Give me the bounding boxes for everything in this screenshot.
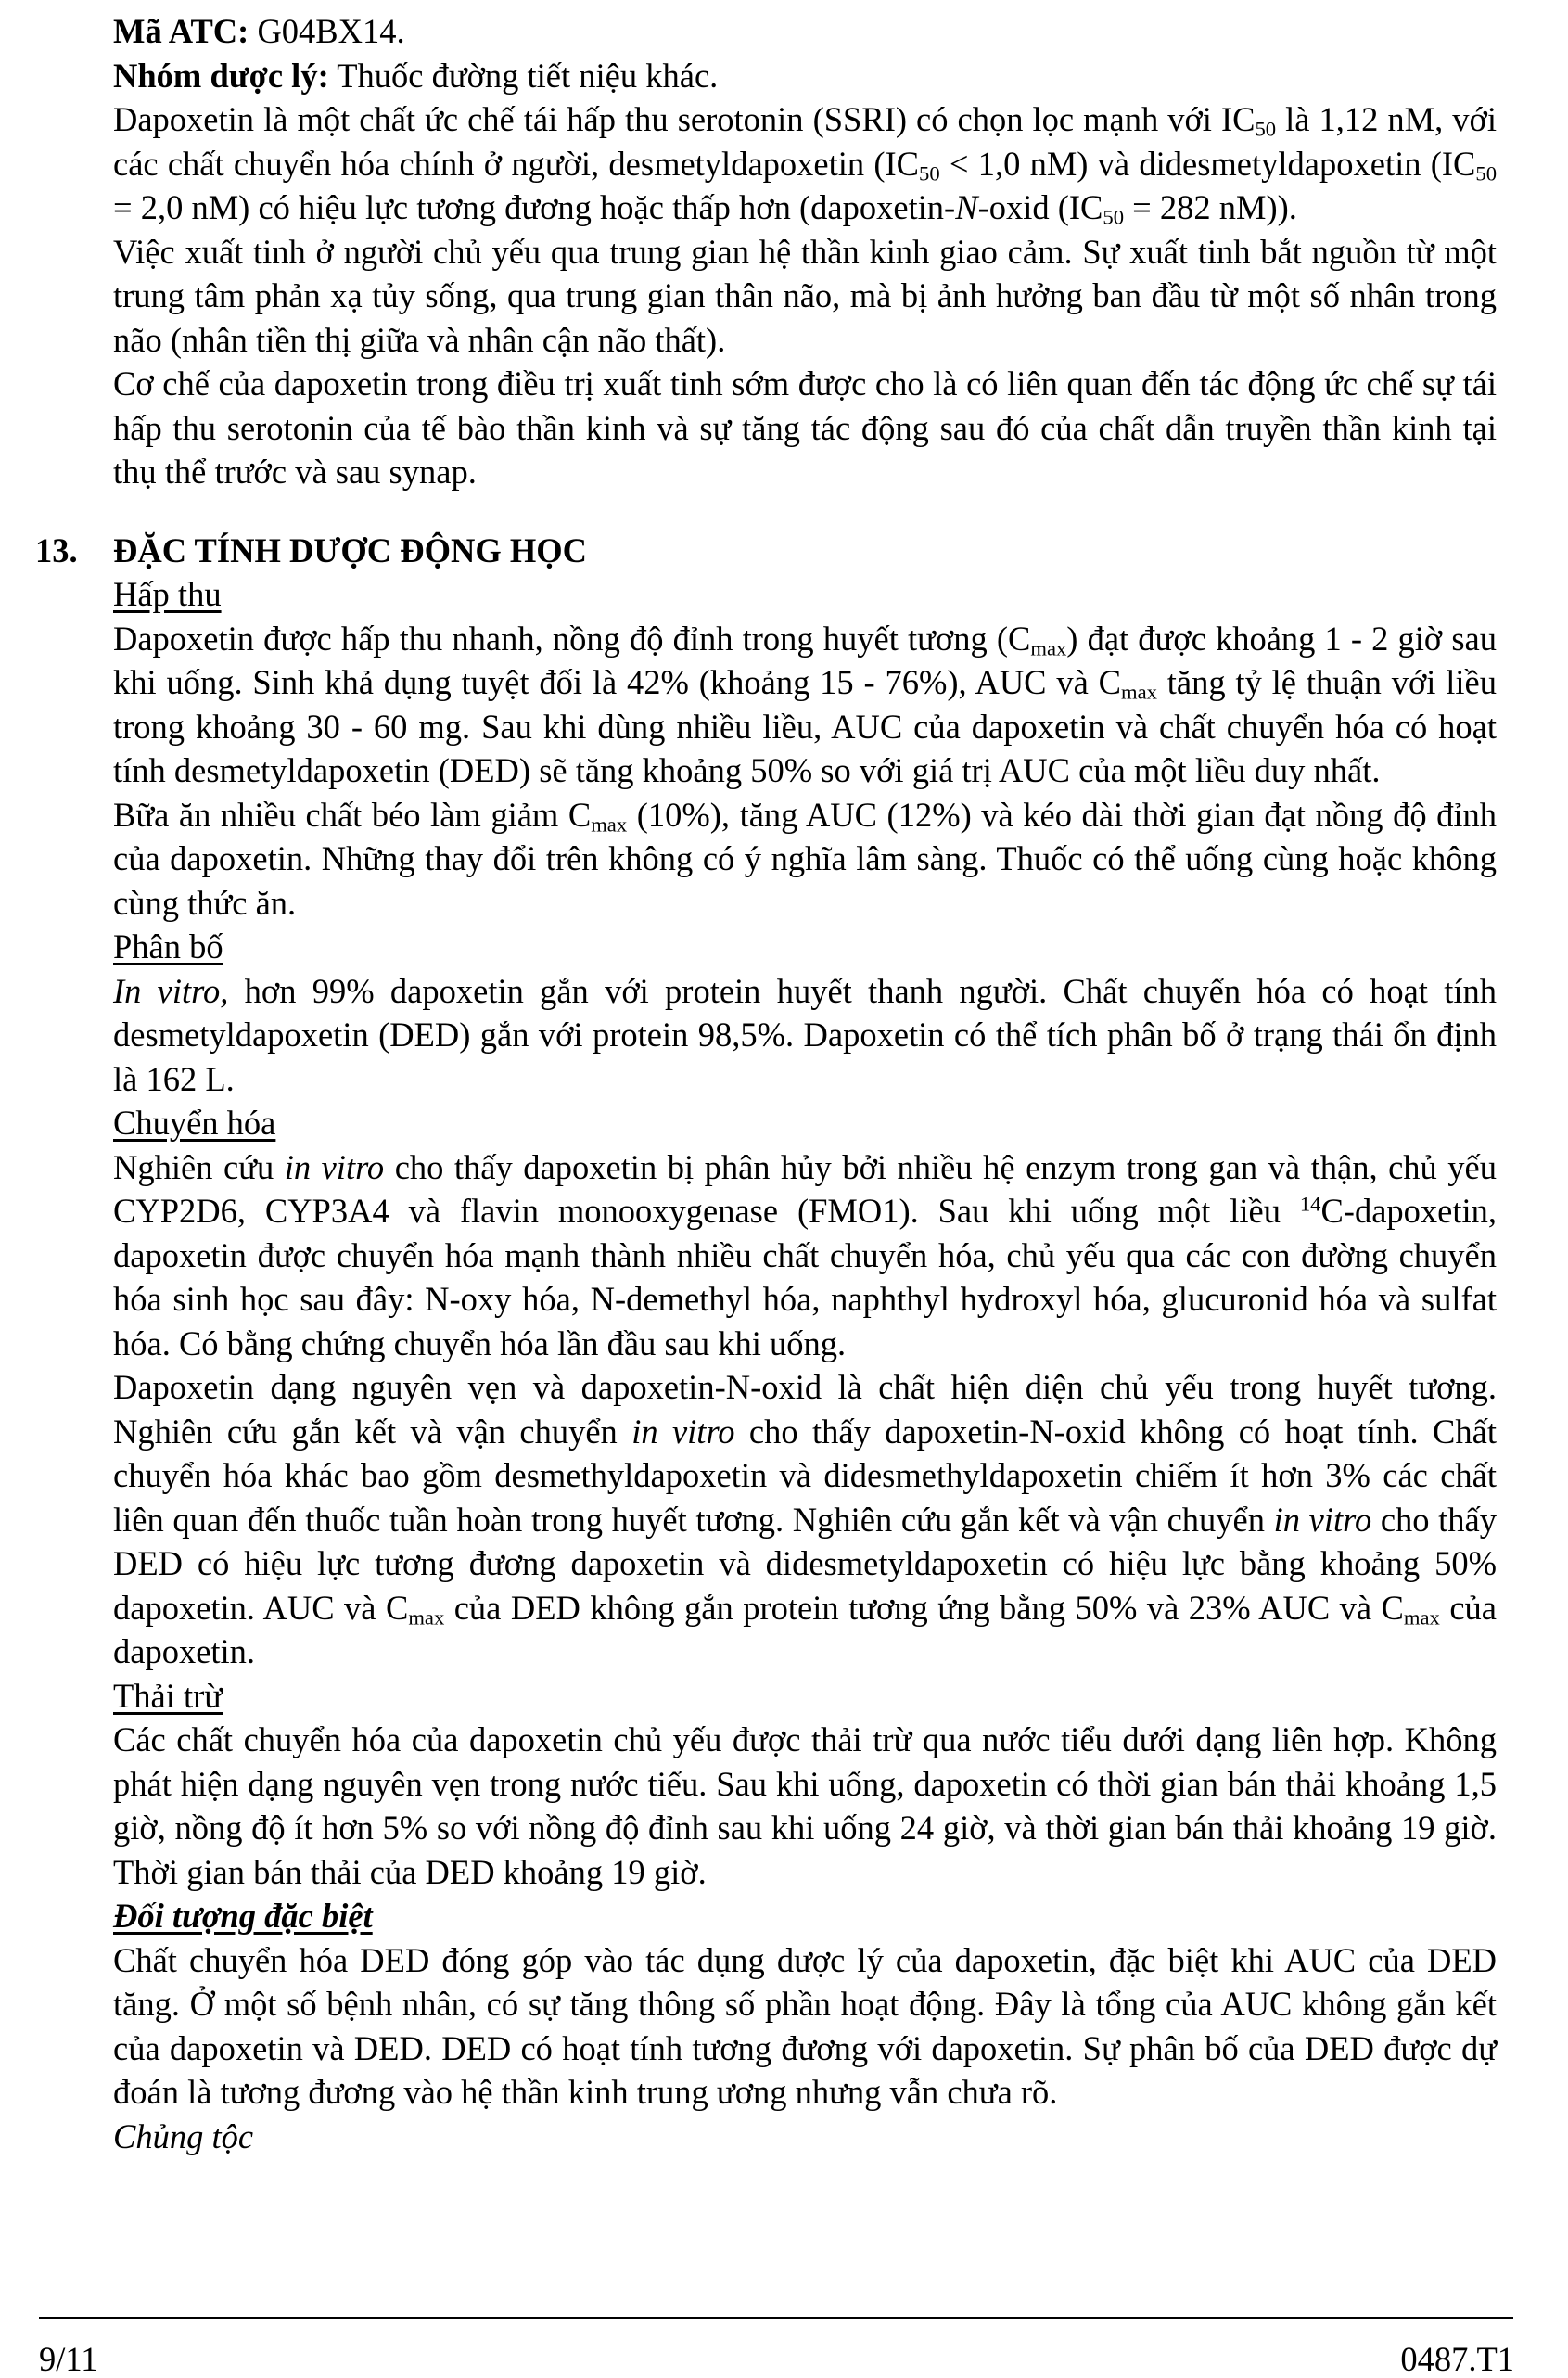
text-run: = 2,0 nM) có hiệu lực tương đương hoặc thấp hơn (dapoxetin- (113, 188, 956, 226)
mechanism-paragraph-3: Cơ chế của dapoxetin trong điều trị xuất tinh sớm được cho là có liên quan đến tác động ức chế sự tái hấp thu serotonin của tế bào thần kinh và sự tăng tác động sau đó của chất dẫn truyền thần kinh tại thụ thể trước và sau synap. (113, 364, 1497, 491)
text-run: hơn 99% dapoxetin gắn với protein huyết thanh người. Chất chuyển hóa có hoạt tính desmetyldapoxetin (DED) gắn với protein 98,5%. Dapoxetin có thể tích phân bố ở trạng thái ổn định là 162 L. (113, 971, 1497, 1098)
group-label: Nhóm dược lý: (113, 56, 329, 95)
italic-run: In vitro, (113, 971, 229, 1010)
subheading-text: Phân bố (113, 927, 223, 965)
text-run: cho thấy dapoxetin-N-oxid không có hoạt tính. Chất chuyển hóa khác bao gồm desmethyldapoxetin và didesmethyldapoxetin chiếm ít hơn 3% các chất liên quan đến thuốc tuần hoàn trong huyết tương. Nghiên cứu gắn kết và vận chuyển (113, 1412, 1497, 1539)
text-run: tăng tỷ lệ thuận với liều trong khoảng 30 - 60 mg. Sau khi dùng nhiều liều, AUC của dapoxetin và chất chuyển hóa có hoạt tính desmetyldapoxetin (DED) sẽ tăng khoảng 50% so với giá trị AUC của một liều duy nhất. (113, 663, 1497, 789)
section-heading (35, 529, 1497, 573)
metabolism-paragraph-1 (113, 1145, 1497, 1366)
pharmacologic-group-line (113, 54, 1497, 98)
italic-run: in vitro (1273, 1500, 1372, 1539)
subscript: 50 (1103, 205, 1125, 229)
distribution-paragraph (113, 969, 1497, 1102)
text-run: cho thấy dapoxetin bị phân hủy bởi nhiều hệ enzym trong gan và thận, chủ yếu CYP2D6, CYP3A4 và flavin monooxygenase (FMO1). Sau khi uống một liều (113, 1147, 1497, 1230)
text-run: ) đạt được khoảng 1 - 2 giờ sau khi uống. Sinh khả dụng tuyệt đối là 42% (khoảng 15 - 76%), AUC và C (113, 619, 1498, 701)
distribution-heading (113, 925, 1497, 969)
text-run: của DED không gắn protein tương ứng bằng 50% và 23% AUC và C (444, 1588, 1404, 1627)
atc-label: Mã ATC: (113, 12, 249, 50)
superscript: 14 (1299, 1192, 1321, 1216)
text-run: Bữa ăn nhiều chất béo làm giảm C (113, 795, 592, 834)
text-run: Dapoxetin là một chất ức chế tái hấp thu serotonin (SSRI) có chọn lọc mạnh với IC (113, 100, 1256, 138)
italic-run: in vitro (284, 1147, 385, 1186)
italic-run: in vitro (631, 1412, 735, 1451)
atc-value: G04BX14. (249, 12, 405, 50)
atc-code-line (113, 9, 1497, 54)
mechanism-paragraph-1 (113, 97, 1497, 230)
subscript: max (1030, 636, 1067, 660)
text-run: Dapoxetin dạng nguyên vẹn và dapoxetin-N-oxid là chất hiện diện chủ yếu trong huyết tương. Nghiên cứu gắn kết và vận chuyển (113, 1368, 1497, 1451)
text-run: (10%), tăng AUC (12%) và kéo dài thời gian đạt nồng độ đỉnh của dapoxetin. Những thay đổi trên không có ý nghĩa lâm sàng. Thuốc có thể uống cùng hoặc không cùng thức ăn. (113, 795, 1498, 922)
page-body (35, 9, 1498, 2158)
absorption-paragraph-2 (113, 793, 1497, 926)
text-run: Nghiên cứu (113, 1147, 285, 1186)
text-run: của dapoxetin. (113, 1588, 1497, 1670)
subscript: max (408, 1605, 445, 1630)
footer-divider (39, 2317, 1513, 2319)
elimination-heading (113, 1674, 1497, 1719)
text-run: -oxid (IC (977, 188, 1103, 226)
subscript: 50 (919, 161, 940, 185)
page-number: 9/11 (39, 2340, 98, 2378)
document-code: 0487.T1 (1400, 2340, 1514, 2378)
elimination-paragraph: Các chất chuyển hóa của dapoxetin chủ yếu được thải trừ qua nước tiểu dưới dạng liên hợp. Không phát hiện dạng nguyên vẹn trong nước tiểu. Sau khi uống, dapoxetin có thời gian bán thải khoảng 1,5 giờ, nồng độ ít hơn 5% so với nồng độ đỉnh sau khi uống 24 giờ, và thời gian bán thải khoảng 19 giờ. Thời gian bán thải của DED khoảng 19 giờ. (113, 1720, 1497, 1891)
subscript: max (1120, 680, 1157, 704)
text-run: Dapoxetin được hấp thu nhanh, nồng độ đỉnh trong huyết tương (C (113, 619, 1031, 658)
metabolism-paragraph-2 (113, 1365, 1497, 1674)
text-run: C-dapoxetin, dapoxetin được chuyển hóa mạnh thành nhiều chất chuyển hóa, chủ yếu qua các con đường chuyển hóa sinh học sau đây: N-oxy hóa, N-demethyl hóa, naphthyl hydroxyl hóa, glucuronid hóa và sulfat hóa. Có bằng chứng chuyển hóa lần đầu sau khi uống. (113, 1192, 1497, 1362)
subscript: max (591, 812, 628, 837)
section-number: 13. (35, 531, 78, 569)
subscript: max (1403, 1605, 1440, 1630)
subscript: 50 (1255, 117, 1277, 141)
text-run: = 282 nM)). (1124, 188, 1297, 226)
section-title: ĐẶC TÍNH DƯỢC ĐỘNG HỌC (113, 531, 588, 569)
race-heading: Chủng tộc (113, 2116, 254, 2155)
text-run: < 1,0 nM) và didesmetyldapoxetin (IC (939, 144, 1476, 183)
text-run: là 1,12 nM, với các chất chuyển hóa chính ở người, desmetyldapoxetin (IC (113, 100, 1497, 183)
special-populations-paragraph: Chất chuyển hóa DED đóng góp vào tác dụng dược lý của dapoxetin, đặc biệt khi AUC của DED tăng. Ở một số bệnh nhân, có sự tăng thông số phần hoạt động. Đây là tổng của AUC không gắn kết của dapoxetin và DED. DED có hoạt tính tương đương với dapoxetin. Sự phân bố của DED được dự đoán là tương đương vào hệ thần kinh trung ương nhưng vẫn chưa rõ. (113, 1940, 1497, 2111)
subheading-text: Đối tượng đặc biệt (113, 1897, 373, 1935)
absorption-paragraph-1 (113, 617, 1497, 793)
subheading-text: Thải trừ (113, 1676, 223, 1715)
text-run: cho thấy DED có hiệu lực tương đương dapoxetin và didesmetyldapoxetin có hiệu lực bằng khoảng 50% dapoxetin. AUC và C (113, 1500, 1497, 1627)
absorption-heading (113, 572, 1497, 617)
mechanism-paragraph-2: Việc xuất tinh ở người chủ yếu qua trung gian hệ thần kinh giao cảm. Sự xuất tinh bắt nguồn từ một trung tâm phản xạ tủy sống, qua trung gian thân não, mà bị ảnh hưởng ban đầu từ một số nhân trong não (nhân tiền thị giữa và nhân cận não thất). (113, 232, 1497, 359)
subheading-text: Chuyển hóa (113, 1104, 276, 1142)
italic-run: N (955, 188, 978, 226)
metabolism-heading (113, 1101, 1497, 1145)
subheading-text: Hấp thu (113, 575, 222, 613)
special-populations-heading (113, 1894, 1497, 1938)
subscript: 50 (1475, 161, 1497, 185)
group-value: Thuốc đường tiết niệu khác. (328, 56, 719, 95)
